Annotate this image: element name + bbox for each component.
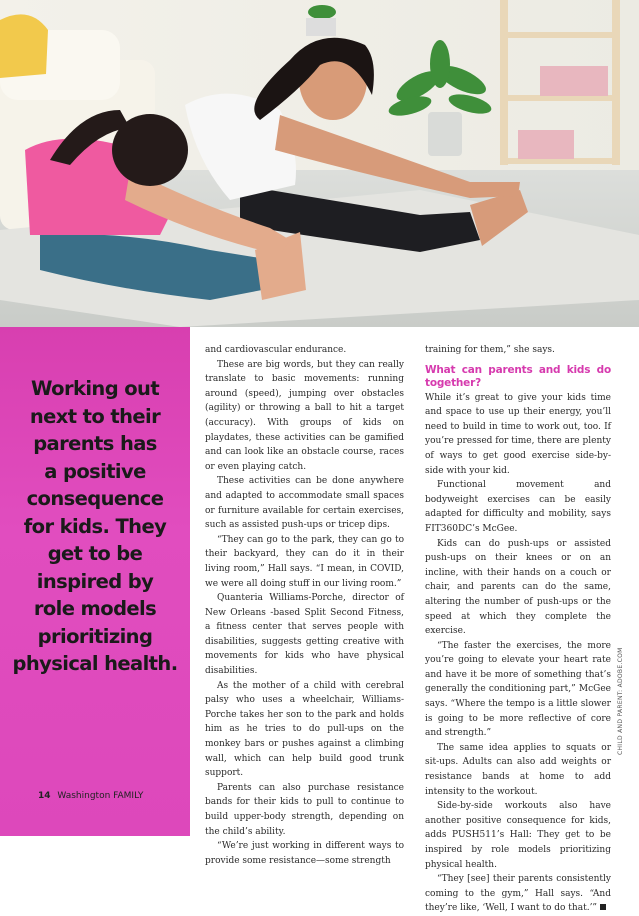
paragraph: “We’re just working in different ways to provide some resistance—some strength [205, 841, 404, 866]
paragraph: These are big words, but they can really translate to basic movements: running around (speed), jumping over obstacles (agility) or throwing a ball to hit a target (accuracy). With groups of kids on playdates, these activities can be gamified and can look like an obstacle course, races or even playing catch. [205, 359, 404, 472]
paragraph: training for them,” she says. [425, 345, 555, 355]
pull-quote-line: next to their [29, 404, 161, 428]
pull-quote-line: Working out [30, 377, 160, 400]
pull-quote-line: get to be [47, 542, 143, 565]
mother-daughter-stretching-photo [0, 0, 639, 327]
paragraph: The same idea applies to squats or sit-ups. Adults can also add weights or resistance bands at home to add intensity to the workout. [425, 742, 611, 797]
paragraph-text: “They [see] their parents consistently coming to the gym,” Hall says. “And they’re like, ‘Well, I want to do that.’” [425, 874, 611, 914]
pull-quote-line: prioritizing [37, 624, 153, 648]
pull-quote-line: role models [33, 597, 157, 620]
pull-quote-line: physical health. [12, 652, 178, 675]
photo-credit: CHILD AND PARENT: ADOBE.COM [617, 647, 624, 755]
paragraph: and cardiovascular endurance. [205, 345, 347, 355]
page-footer [38, 791, 143, 801]
article-column-1 [205, 343, 404, 868]
pull-quote-line: a positive [44, 459, 146, 483]
paragraph: While it’s great to give your kids time and space to use up their energy, you’ll need to build in time to work out, too. If you’re pressed for time, there are plenty of ways to get good exercise side-by-side with your kid. [425, 392, 611, 476]
paragraph: Quanteria Williams-Porche, director of New Orleans -based Split Second Fitness, a fitness center that serves people with disabilities, suggests getting creative with movements for kids who have physical disabilities. [205, 593, 404, 677]
paragraph: These activities can be done anywhere and adapted to accommodate small spaces or furniture available for certain exercises, such as assisted push-ups or tricep dips. [205, 476, 404, 531]
paragraph: “The faster the exercises, the more you’re going to elevate your heart rate and have it be more of something that’s generally the conditioning part,” McGee says. “Where the tempo is a little slower is going to be more reflective of core and strength.” [425, 640, 611, 739]
paragraph: “They can go to the park, they can go to their backyard, they can do it in their living room,” Hall says. “I mean, in COVID, we were all doing stuff in our living room.” [205, 534, 404, 589]
article-column-2 [425, 343, 611, 916]
end-mark-icon [600, 904, 606, 910]
publication-name: Washington FAMILY [57, 791, 144, 801]
section-heading: What can parents and kids do together? [425, 363, 611, 389]
pull-quote-line: inspired by [36, 569, 154, 593]
pull-quote-line: parents has [33, 432, 157, 455]
paragraph: Kids can do push-ups or assisted push-ups on their knees or on an incline, with their hands on a couch or chair, and parents can do the same, altering the number of push-ups or the speed at which they complete the exercise. [425, 538, 611, 637]
paragraph: Functional movement and bodyweight exercises can be easily adapted for difficulty and mobility, says FIT360DC’s McGee. [425, 480, 611, 534]
paragraph: Side-by-side workouts also have another positive consequence for kids, adds PUSH511’s Hall: They get to be inspired by role models prioritizing physical health. [425, 801, 611, 870]
pull-quote-line: for kids. They [23, 514, 167, 538]
pull-quote [8, 375, 182, 678]
article-photo [0, 0, 639, 327]
pull-quote-line: consequence [26, 487, 164, 510]
paragraph [425, 872, 611, 916]
paragraph: Parents can also purchase resistance bands for their kids to pull to continue to build upper-body strength, depending on the child’s ability. [205, 782, 404, 837]
page-number: 14 [38, 791, 51, 801]
pull-quote-panel [0, 327, 190, 836]
paragraph: As the mother of a child with cerebral palsy who uses a wheelchair, Williams-Porche takes her son to the park and holds him as he tries to do pull-ups on the monkey bars or pushes against a climbing wall, which can help build good trunk support. [205, 680, 404, 779]
